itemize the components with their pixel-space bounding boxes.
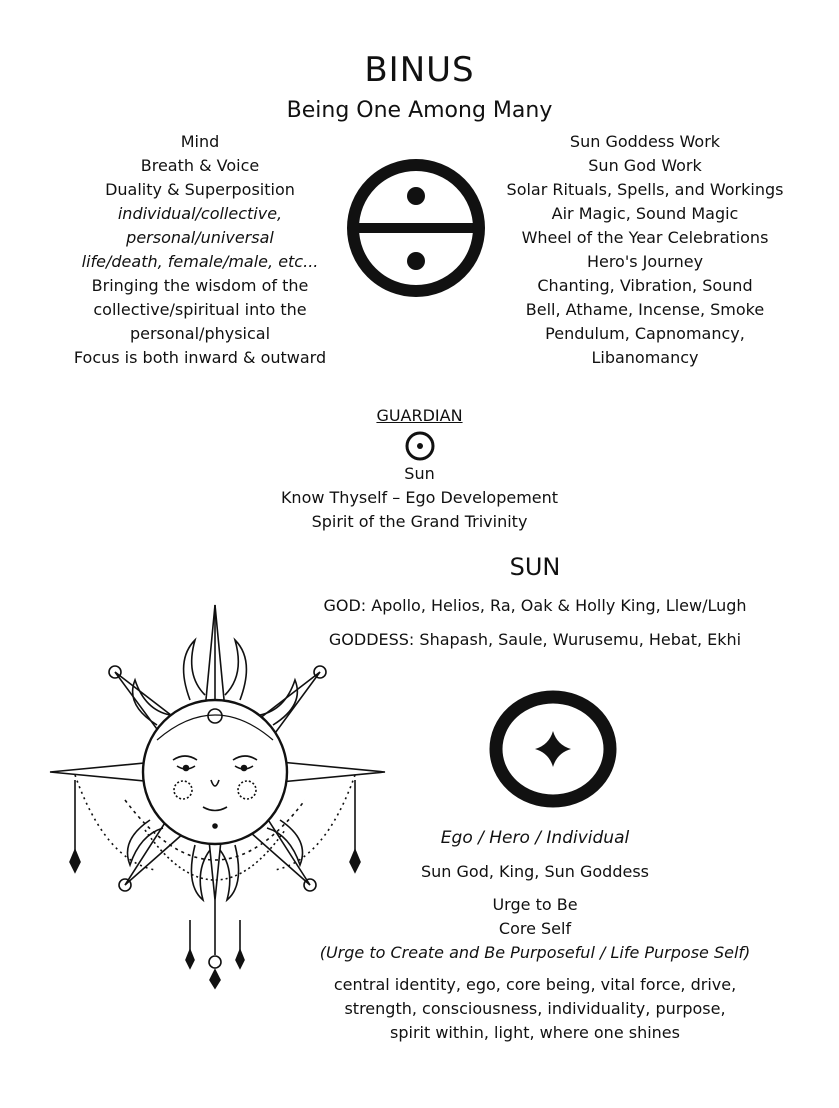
sun-ring-star-icon <box>487 689 619 809</box>
urge-line: Urge to Be <box>492 895 578 914</box>
god-names: Apollo, Helios, Ra, Oak & Holly King, Llew/Lugh <box>371 596 747 615</box>
practice-line: Sun Goddess Work <box>569 132 721 151</box>
attribute-line: Breath & Voice <box>140 156 260 175</box>
page-title: BINUS <box>364 50 475 90</box>
attribute-line: Bringing the wisdom of the <box>91 276 309 295</box>
goddess-names: Shapash, Saule, Wurusemu, Hebat, Ekhi <box>419 630 742 649</box>
attribute-line: personal/physical <box>129 324 271 343</box>
practice-line: Libanomancy <box>591 348 699 367</box>
attribute-line: Focus is both inward & outward <box>73 348 327 367</box>
practice-line: Sun God Work <box>588 156 702 175</box>
page-subtitle: Being One Among Many <box>286 98 553 123</box>
attribute-line: Mind <box>180 132 220 151</box>
practice-line: Chanting, Vibration, Sound <box>537 276 753 295</box>
guardian-planet: Sun <box>404 464 435 483</box>
practice-line: Pendulum, Capnomancy, <box>545 324 745 343</box>
guardian-heading: GUARDIAN <box>376 406 463 425</box>
sun-keywords <box>310 973 760 1045</box>
attribute-line-italic: life/death, female/male, etc... <box>81 252 319 271</box>
practice-line: Air Magic, Sound Magic <box>551 204 739 223</box>
practice-line: Wheel of the Year Celebrations <box>521 228 769 247</box>
ego-hero-individual: Ego / Hero / Individual <box>440 828 630 848</box>
practices-list <box>490 130 800 370</box>
binus-division-symbol-icon <box>343 157 489 299</box>
guardian-section <box>0 404 839 534</box>
practice-line: Bell, Athame, Incense, Smoke <box>525 300 765 319</box>
sun-roles: Sun God, King, Sun Goddess <box>421 862 649 881</box>
keywords-line: strength, consciousness, individuality, purpose, <box>344 999 726 1018</box>
attribute-line: Duality & Superposition <box>105 180 295 199</box>
god-label: GOD: <box>323 596 367 615</box>
keywords-line: spirit within, light, where one shines <box>390 1023 680 1042</box>
practice-line: Hero's Journey <box>586 252 704 271</box>
goddess-label: GODDESS: <box>328 630 415 649</box>
binus-attributes-list <box>50 130 350 370</box>
sun-heading: SUN <box>509 553 561 581</box>
attribute-line-italic: individual/collective, <box>117 204 283 223</box>
guardian-theme: Know Thyself – Ego Developement <box>280 488 559 507</box>
keywords-line: central identity, ego, core being, vital force, drive, <box>333 975 737 994</box>
purpose-line: (Urge to Create and Be Purposeful / Life Purpose Self) <box>319 943 751 962</box>
core-self-line: Core Self <box>498 919 572 938</box>
sun-circumpunct-icon <box>404 430 436 462</box>
practice-line: Solar Rituals, Spells, and Workings <box>506 180 784 199</box>
attribute-line: collective/spiritual into the <box>93 300 307 319</box>
guardian-spirit: Spirit of the Grand Trivinity <box>311 512 528 531</box>
attribute-line-italic: personal/universal <box>126 228 274 247</box>
urge-block <box>310 893 760 965</box>
